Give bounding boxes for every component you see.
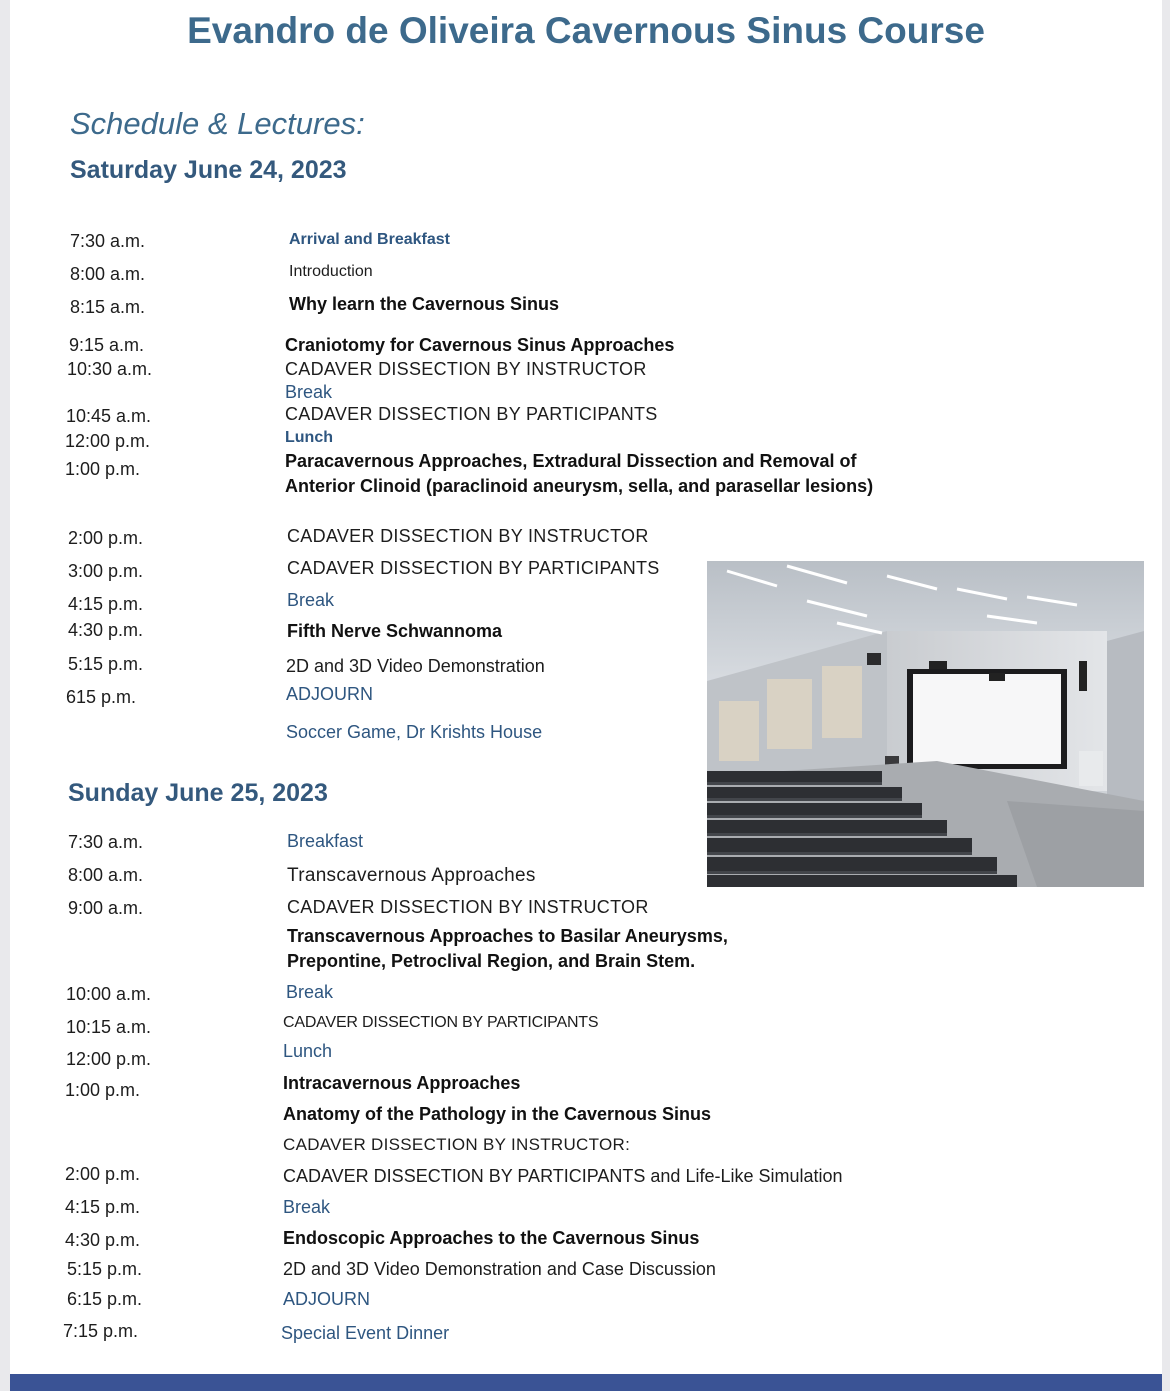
schedule-event: Lunch <box>283 1041 333 1061</box>
time-label: 7:30 a.m. <box>68 832 144 852</box>
time-label: 10:30 a.m. <box>67 359 153 379</box>
schedule-event: Transcavernous Approaches <box>287 865 536 886</box>
time-label: 4:30 p.m. <box>65 1230 141 1250</box>
schedule-event: Transcavernous Approaches to Basilar Aneurysms, <box>287 926 728 946</box>
schedule-event: CADAVER DISSECTION BY PARTICIPANTS <box>283 1014 599 1031</box>
schedule-event: CADAVER DISSECTION BY INSTRUCTOR <box>285 359 647 379</box>
schedule-event: Anatomy of the Pathology in the Cavernous Sinus <box>283 1104 712 1124</box>
schedule-event: CADAVER DISSECTION BY PARTICIPANTS <box>285 404 658 424</box>
time-label: 9:00 a.m. <box>68 898 144 918</box>
schedule-event-continued: Prepontine, Petroclival Region, and Brain Stem. <box>287 951 696 971</box>
schedule-event: Introduction <box>289 263 373 280</box>
time-label: 4:15 p.m. <box>65 1197 141 1217</box>
day-heading-sunday: Sunday June 25, 2023 <box>68 779 328 807</box>
schedule-event: Craniotomy for Cavernous Sinus Approaches <box>285 335 675 355</box>
schedule-event: Endoscopic Approaches to the Cavernous Sinus <box>283 1228 700 1248</box>
lecture-hall-image <box>707 561 1144 887</box>
lecture-hall-photo <box>707 561 1144 887</box>
time-label: 6:15 p.m. <box>67 1289 143 1309</box>
course-title: Evandro de Oliveira Cavernous Sinus Course <box>187 10 985 51</box>
schedule-event: CADAVER DISSECTION BY INSTRUCTOR <box>287 897 649 917</box>
schedule-event: CADAVER DISSECTION BY INSTRUCTOR: <box>283 1135 631 1154</box>
time-label: 10:00 a.m. <box>66 984 152 1004</box>
schedule-event-continued: Anterior Clinoid (paraclinoid aneurysm, sella, and parasellar lesions) <box>285 476 874 496</box>
schedule-event: Break <box>286 982 334 1002</box>
schedule-event: CADAVER DISSECTION BY INSTRUCTOR <box>287 526 649 546</box>
time-label: 8:00 a.m. <box>68 865 144 885</box>
time-label: 8:15 a.m. <box>70 297 146 317</box>
time-label: 8:00 a.m. <box>70 264 146 284</box>
schedule-event: Special Event Dinner <box>281 1323 450 1343</box>
schedule-event: Break <box>283 1197 331 1217</box>
time-label: 10:15 a.m. <box>66 1017 152 1037</box>
time-label: 10:45 a.m. <box>66 406 152 426</box>
time-label: 1:00 p.m. <box>65 1080 141 1100</box>
schedule-event: Soccer Game, Dr Krishts House <box>286 722 543 742</box>
schedule-event: CADAVER DISSECTION BY PARTICIPANTS and Life-Like Simulation <box>283 1166 843 1186</box>
time-label: 615 p.m. <box>66 687 137 707</box>
footer-bar <box>10 1374 1162 1391</box>
time-label: 3:00 p.m. <box>68 561 144 581</box>
time-label: 12:00 p.m. <box>65 431 151 451</box>
time-label: 4:30 p.m. <box>68 620 144 640</box>
schedule-event: CADAVER DISSECTION BY PARTICIPANTS <box>287 558 660 578</box>
schedule-page <box>10 0 1162 1391</box>
time-label: 7:15 p.m. <box>63 1321 139 1341</box>
schedule-event: ADJOURN <box>283 1289 371 1309</box>
time-label: 12:00 p.m. <box>66 1049 152 1069</box>
time-label: 5:15 p.m. <box>67 1259 143 1279</box>
time-label: 4:15 p.m. <box>68 594 144 614</box>
schedule-event: Lunch <box>285 429 333 446</box>
time-label: 2:00 p.m. <box>65 1164 141 1184</box>
day-heading-saturday: Saturday June 24, 2023 <box>70 156 347 184</box>
time-label: 2:00 p.m. <box>68 528 144 548</box>
schedule-event: Paracavernous Approaches, Extradural Dissection and Removal of <box>285 451 857 471</box>
schedule-event: ADJOURN <box>286 684 374 704</box>
schedule-event: Break <box>287 590 335 610</box>
time-label: 7:30 a.m. <box>70 231 146 251</box>
schedule-event: Break <box>285 382 333 402</box>
schedule-subtitle: Schedule & Lectures: <box>70 106 365 141</box>
time-label: 5:15 p.m. <box>68 654 144 674</box>
schedule-event: Why learn the Cavernous Sinus <box>289 294 560 314</box>
time-label: 1:00 p.m. <box>65 459 141 479</box>
schedule-event: Intracavernous Approaches <box>283 1073 521 1093</box>
schedule-event: Arrival and Breakfast <box>289 231 450 248</box>
schedule-event: 2D and 3D Video Demonstration <box>286 656 545 676</box>
schedule-event: Fifth Nerve Schwannoma <box>287 621 503 641</box>
schedule-event: Breakfast <box>287 831 364 851</box>
schedule-event: 2D and 3D Video Demonstration and Case Discussion <box>283 1259 716 1279</box>
time-label: 9:15 a.m. <box>69 335 145 355</box>
